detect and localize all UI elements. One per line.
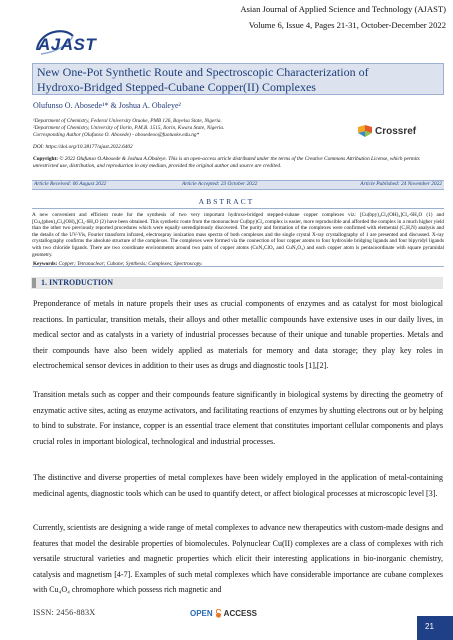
doi-link[interactable]: DOI: https://doi.org/10.38177/ajast.2022.6402: [33, 144, 133, 150]
affiliation-2: ²Department of Chemistry, University of Ilorin, P.M.B. 1515, Ilorin, Kwara State, Nigeria.: [33, 125, 225, 131]
crossref-label: Crossref: [375, 125, 417, 137]
keywords: [33, 261, 203, 267]
paragraph-1: Preponderance of metals in nature propels their uses as crucial components of enzymes and as catalyst for most biological reactions. In particular, transition metals, their alloys and other metallic compounds have extensive uses in our daily lives, in medical sector and as catalysts in a variety of industrial processes because of their unique and tunable properties. Metals and their compounds have also been widely applied as materials for memory and data storage; they play key roles in electrochemical sensor devices in addition to their uses as drugs and diagnostic tools [1],[2].: [33, 299, 443, 370]
page-number-tab: [417, 616, 453, 640]
open-access-logo: [190, 609, 257, 618]
issn: ISSN: 2456-883X: [33, 608, 96, 617]
paragraph-4: Currently, scientists are designing a wide range of metal complexes to advance new therapeutics with custom-made designs and features that model the desirable properties of biomolecules. Polynuclear Cu(II) complexes are a class of complexes with rich versatile structural varieties and magnetic properties which elicit their interesting applications in bio-inorganic chemistry, catalysis and magnetism [4-7]. Examples of such metal complexes which have considerable importance are cubane complexes with Cu₄O₄ chromophore which possess rich magnetic and: [33, 523, 443, 594]
journal-issue: Volume 6, Issue 4, Pages 21-31, October-December 2022: [248, 20, 446, 30]
corresponding-author: Corresponding Author (Olufunso O. Abosede) - abosedeoo@fuotuoke.edu.ng*: [33, 132, 200, 138]
abstract-box: [32, 208, 444, 267]
date-published: Article Published: 24 November 2022: [360, 181, 442, 187]
affiliation-1: ¹Department of Chemistry, Federal University Otuoke, PMB 126, Bayelsa State, Nigeria.: [33, 118, 222, 124]
keywords-list: Copper; Tetranuclear; Cubane; Synthesis; Complexes; Spectroscopy.: [58, 261, 203, 267]
paragraph-3: The distinctive and diverse properties of metal complexes have been widely employed in the application of metal-containing medicinal agents, diagnostic tools which can be used to quantify detect, or affect biological processes at microscopic level [3].: [33, 473, 443, 498]
page-number: 21: [425, 622, 434, 631]
date-received: Article Received: 06 August 2022: [34, 181, 107, 187]
paragraph-2: Transition metals such as copper and their compounds feature significantly in biological systems by directing the geometry of enzymatic active sites, acting as enzyme activators, and facilitating reactions of enzymes by shutting electrons out or by helping to bind to substrate. For instance, copper is an essential trace element that constitutes important cellular components and plays crucial roles in important biological, technological and industrial processes.: [33, 390, 443, 446]
crossref-icon: [358, 125, 372, 137]
open-access-open: OPEN: [190, 609, 213, 618]
article-title-line-2: Hydroxo-Bridged Stepped-Cubane Copper(II) Complexes: [37, 79, 316, 94]
abstract-text: A new convenient and efficient route for the synthesis of two very important hydroxo-bridged stepped-cubane copper complexes viz: [Cu(bpy)₄Cl₂(OH)₄]Cl₂·6H₂O (1) and [Cu₄(phen)₄Cl₂(OH)₄]Cl₂·6H₂O (2) have been obtained. This synthetic route from the mononuclear Cu(bpy)Cl₂ complex is easier, more reproducible and afforded the complex in a much higher yield than the other two previously reported procedures which were equally serendipitously discovered. The purity and formation of the complexes were confirmed with elemental (C,H,N) analysis and the details of the UV-Vis, Fourier transform infrared, electrospray ionization mass spectra of both complexes and the single crystal X-ray crystallography of 1 are presented and discussed. X-ray crystallography confirms the absolute structure of the complexes. The complexes were formed via the connection of four copper atoms to four hydroxide bridging ligands and four bipyridyl ligands with two chloride ligands. There are two coordinate environments around two pairs of copper atoms (CuN₂ClO₃ and CuN₂O₃) and each copper atom is pentacoordinate with square pyramidal geometry.: [32, 212, 444, 258]
section-heading: 1. INTRODUCTION: [41, 278, 114, 287]
open-access-access: ACCESS: [223, 609, 258, 618]
journal-logo: AJAST: [38, 35, 97, 54]
copyright-label: Copyright:: [33, 156, 59, 162]
article-title-line-1: New One-Pot Synthetic Route and Spectroscopic Characterization of: [37, 65, 369, 79]
article-dates: [32, 180, 444, 190]
date-accepted: Article Accepted: 23 October 2022: [182, 181, 258, 187]
article-title: [32, 63, 444, 95]
copyright-text: © 2022 Olufunso O.Abosede & Joshua A.Obaleye. This is an open-access article distributed under the terms of the Creative Commons Attribution License, which permits unrestricted use, distribution, and reproduction in any medium, provided the original author and source are credited.: [33, 156, 420, 169]
authors: Olufunso O. Abosede¹* & Joshua A. Obaleye²: [33, 101, 181, 110]
crossref-badge[interactable]: [358, 125, 416, 137]
journal-name: Asian Journal of Applied Science and Technology (AJAST): [240, 4, 446, 14]
abstract-heading: ABSTRACT: [198, 197, 255, 206]
open-lock-icon: [215, 609, 222, 618]
section-marker: [32, 278, 36, 288]
keywords-label: Keywords:: [33, 261, 58, 267]
copyright-notice: [33, 156, 445, 169]
